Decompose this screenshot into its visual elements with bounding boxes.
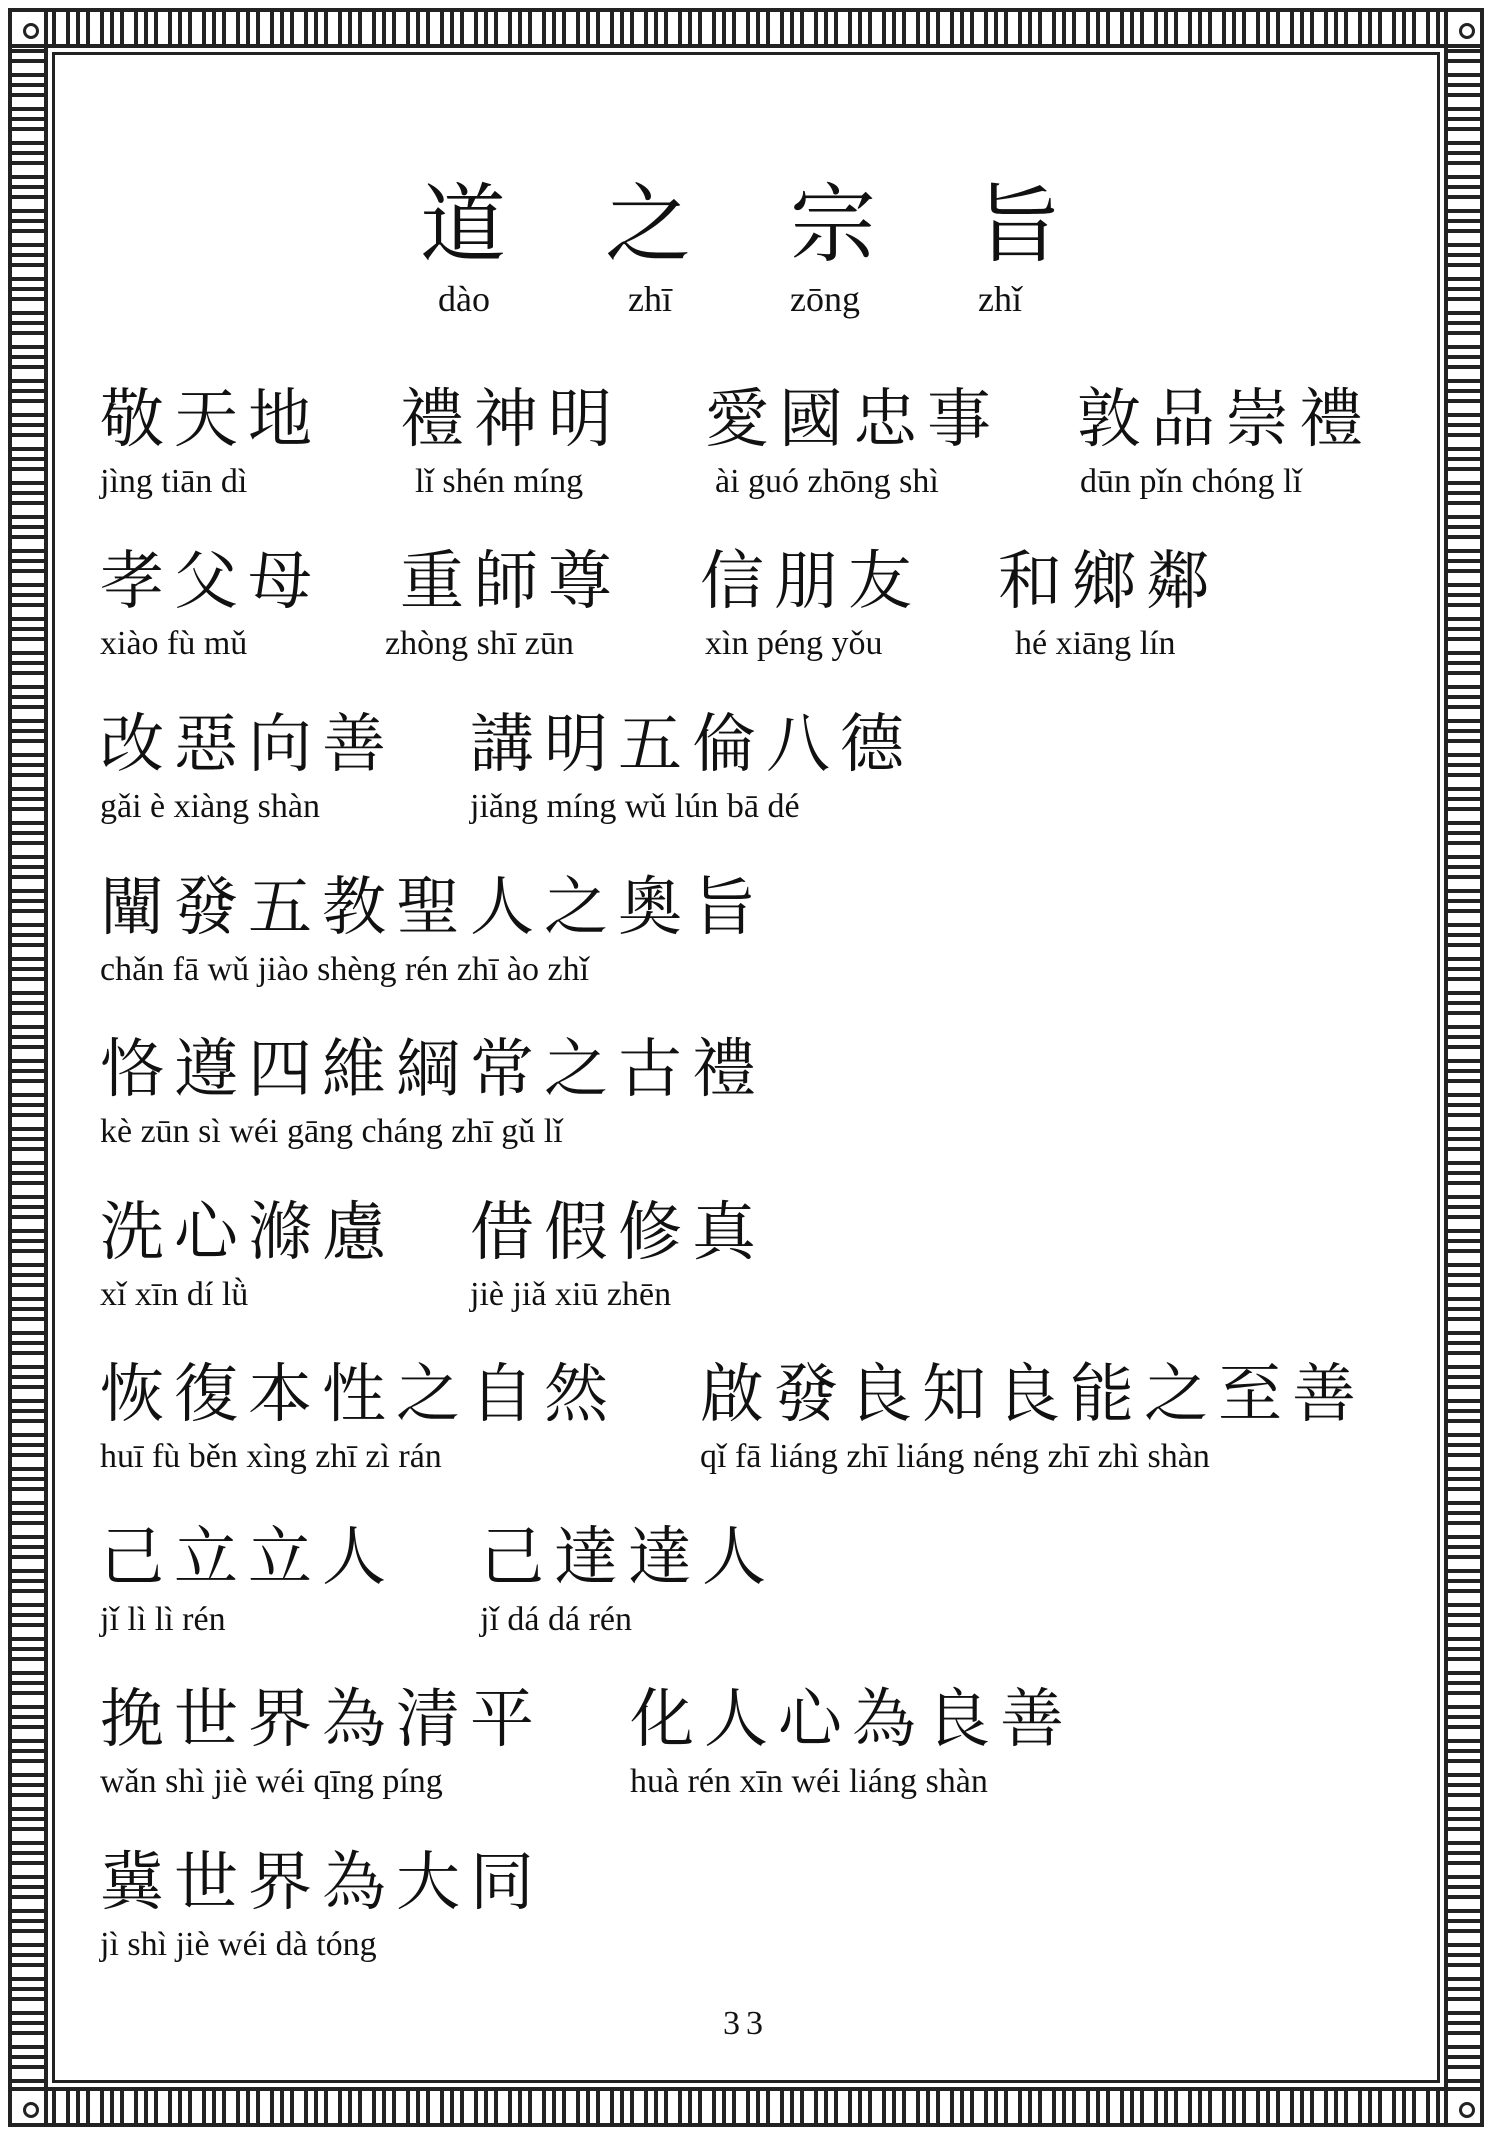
pinyin-phrase: jiè jiǎ xiū zhēn (470, 1276, 672, 1313)
pinyin-phrase: xǐ xīn dí lǜ (100, 1276, 249, 1313)
verse-pinyin: jì shì jiè wéi dà tóng (100, 1926, 377, 1963)
pinyin-phrase: wǎn shì jiè wéi qīng píng (100, 1763, 443, 1800)
hanzi-phrase: 啟發良知良能之至善 (700, 1358, 1366, 1432)
title-pinyin: zhī (628, 279, 672, 319)
border-left (8, 8, 48, 2127)
pinyin-phrase: dūn pǐn chóng lǐ (1080, 463, 1302, 500)
border-top (8, 8, 1484, 48)
verse-pinyin (100, 1275, 1420, 1315)
verse-pinyin (100, 462, 1420, 502)
title-pinyin: zhǐ (978, 279, 1022, 319)
hanzi-phrase: 敬天地 (100, 383, 322, 457)
verse-hanzi (100, 1193, 1420, 1273)
pinyin-phrase: gǎi è xiàng shàn (100, 788, 320, 825)
verse-hanzi (100, 380, 1420, 460)
verse-hanzi: 冀世界為大同 (100, 1846, 544, 1920)
pinyin-phrase: huī fù běn xìng zhī zì rán (100, 1438, 442, 1475)
verse-line (100, 1518, 1420, 1640)
hanzi-phrase: 信朋友 (700, 545, 922, 619)
pinyin-phrase: jǐ lì lì rén (100, 1601, 226, 1638)
hanzi-phrase: 愛國忠事 (705, 383, 1001, 457)
pinyin-phrase: lǐ shén míng (415, 463, 584, 500)
verse-pinyin (100, 1600, 1420, 1640)
title-char: 道 (420, 175, 506, 275)
hanzi-phrase: 孝父母 (100, 545, 322, 619)
pinyin-phrase: qǐ fā liáng zhī liáng néng zhī zhì shàn (700, 1438, 1210, 1475)
verse-pinyin: chǎn fā wǔ jiào shèng rén zhī ào zhǐ (100, 951, 590, 988)
verse-line (100, 868, 1420, 990)
verse-hanzi: 恪遵四維綱常之古禮 (100, 1033, 766, 1107)
verse-line (100, 542, 1420, 664)
verse-line (100, 1843, 1420, 1965)
verse-line (100, 1193, 1420, 1315)
hanzi-phrase: 挽世界為清平 (100, 1683, 544, 1757)
verse-hanzi: 闡發五教聖人之奧旨 (100, 871, 766, 945)
title-char: 旨 (975, 175, 1061, 275)
border-corner-icon (8, 8, 48, 48)
title-pinyin: zōng (790, 279, 860, 319)
title-char: 宗 (790, 175, 876, 275)
verse-hanzi (100, 1518, 1420, 1598)
hanzi-phrase: 己達達人 (480, 1521, 776, 1595)
pinyin-phrase: jìng tiān dì (100, 463, 248, 500)
title-pinyin: dào (438, 279, 490, 319)
verse-hanzi (100, 1680, 1420, 1760)
verse-pinyin (100, 624, 1420, 664)
hanzi-phrase: 化人心為良善 (630, 1683, 1074, 1757)
hanzi-phrase: 恢復本性之自然 (100, 1358, 618, 1432)
hanzi-phrase: 禮神明 (400, 383, 622, 457)
hanzi-phrase: 改惡向善 (100, 708, 396, 782)
hanzi-phrase: 洗心滌慮 (100, 1196, 396, 1270)
pinyin-phrase: ài guó zhōng shì (715, 463, 939, 500)
verse-pinyin: kè zūn sì wéi gāng cháng zhī gǔ lǐ (100, 1113, 563, 1150)
verse-hanzi (100, 542, 1420, 622)
pinyin-phrase: xìn péng yǒu (705, 625, 883, 662)
pinyin-phrase: jiǎng míng wǔ lún bā dé (470, 788, 800, 825)
hanzi-phrase: 己立立人 (100, 1521, 396, 1595)
border-corner-icon (1444, 2087, 1484, 2127)
hanzi-phrase: 講明五倫八德 (470, 708, 914, 782)
verse-line (100, 1030, 1420, 1152)
border-bottom (8, 2087, 1484, 2127)
pinyin-phrase: jǐ dá dá rén (480, 1601, 632, 1638)
pinyin-phrase: zhòng shī zūn (385, 625, 574, 662)
border-right (1444, 8, 1484, 2127)
hanzi-phrase: 借假修真 (470, 1196, 766, 1270)
verse-hanzi (100, 705, 1420, 785)
verse-pinyin (100, 1437, 1420, 1477)
verse-line (100, 1355, 1420, 1477)
verse-pinyin (100, 787, 1420, 827)
verse-line (100, 1680, 1420, 1802)
verse-line (100, 380, 1420, 502)
verse-hanzi (100, 1355, 1420, 1435)
pinyin-phrase: xiào fù mǔ (100, 625, 248, 662)
page-number: 33 (723, 2005, 769, 2042)
hanzi-phrase: 重師尊 (400, 545, 622, 619)
border-corner-icon (1444, 8, 1484, 48)
title-char: 之 (605, 175, 691, 275)
pinyin-phrase: huà rén xīn wéi liáng shàn (630, 1763, 988, 1800)
verse-pinyin (100, 1762, 1420, 1802)
hanzi-phrase: 敦品崇禮 (1077, 383, 1373, 457)
pinyin-phrase: hé xiāng lín (1015, 625, 1176, 662)
verse-line (100, 705, 1420, 827)
hanzi-phrase: 和鄉鄰 (998, 545, 1220, 619)
page-title (420, 175, 1120, 275)
border-corner-icon (8, 2087, 48, 2127)
